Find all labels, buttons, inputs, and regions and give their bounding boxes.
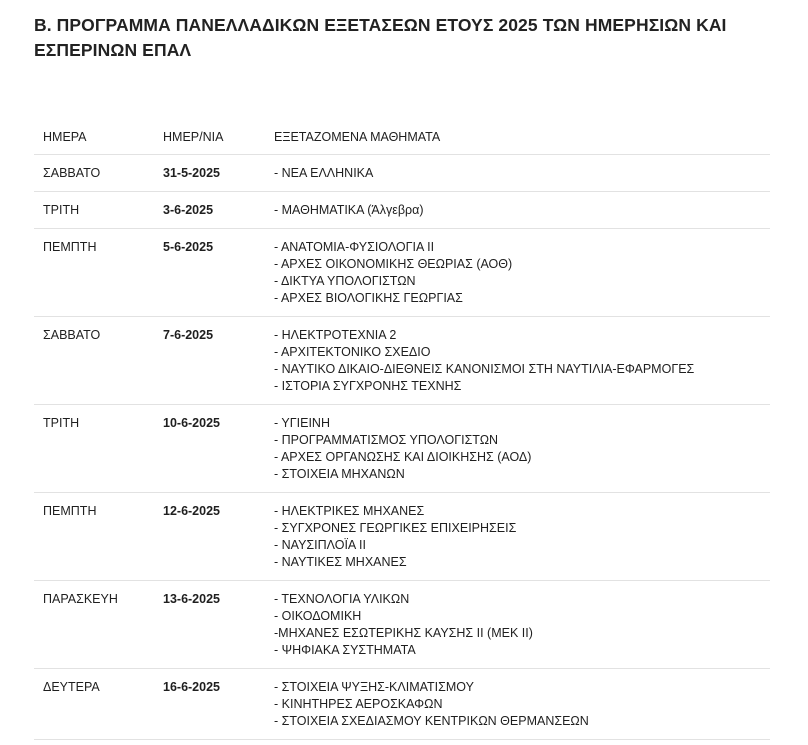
table-row (34, 493, 770, 581)
page-title-line-1: Β. ΠΡΟΓΡΑΜΜΑ ΠΑΝΕΛΛΑΔΙΚΩΝ ΕΞΕΤΑΣΕΩΝ ΕΤΟΥΣ 2025 ΤΩΝ ΗΜΕΡΗΣΙΩΝ ΚΑΙ (34, 15, 727, 35)
row-date: 12-6-2025 (163, 504, 220, 518)
table-row (34, 155, 770, 192)
subject-item: - ΚΙΝΗΤΗΡΕΣ ΑΕΡΟΣΚΑΦΩΝ (274, 697, 443, 711)
subject-item: - ΗΛΕΚΤΡΟΤΕΧΝΙΑ 2 (274, 328, 397, 342)
subject-item: - ΑΡΧΕΣ ΟΙΚΟΝΟΜΙΚΗΣ ΘΕΩΡΙΑΣ (ΑΟΘ) (274, 257, 513, 271)
row-subjects (264, 591, 770, 659)
subject-item: - ΨΗΦΙΑΚΑ ΣΥΣΤΗΜΑΤΑ (274, 643, 416, 657)
table-body (34, 155, 770, 740)
row-day: ΤΡΙΤΗ (43, 416, 80, 430)
row-day: ΣΑΒΒΑΤΟ (43, 328, 101, 342)
subject-item: -ΜΗΧΑΝΕΣ ΕΣΩΤΕΡΙΚΗΣ ΚΑΥΣΗΣ ΙΙ (ΜΕΚ ΙΙ) (274, 626, 533, 640)
subject-item: - ΝΑΥΤΙΚΟ ΔΙΚΑΙΟ-ΔΙΕΘΝΕΙΣ ΚΑΝΟΝΙΣΜΟΙ ΣΤΗ ΝΑΥΤΙΛΙΑ-ΕΦΑΡΜΟΓΕΣ (274, 362, 695, 376)
table-row (34, 192, 770, 229)
row-date: 7-6-2025 (163, 328, 214, 342)
subject-item: - ΣΥΓΧΡΟΝΕΣ ΓΕΩΡΓΙΚΕΣ ΕΠΙΧΕΙΡΗΣΕΙΣ (274, 521, 517, 535)
row-subjects (264, 415, 770, 483)
row-day: ΠΕΜΠΤΗ (43, 240, 97, 254)
subject-item: - ΑΝΑΤΟΜΙΑ-ΦΥΣΙΟΛΟΓΙΑ ΙΙ (274, 240, 435, 254)
table-row (34, 405, 770, 493)
column-header-subjects: ΕΞΕΤΑΖΟΜΕΝΑ ΜΑΘΗΜΑΤΑ (274, 130, 441, 144)
row-subjects (264, 239, 770, 307)
row-date: 3-6-2025 (163, 203, 214, 217)
row-subjects (264, 165, 770, 182)
row-subjects (264, 327, 770, 395)
column-header-day: ΗΜΕΡΑ (43, 130, 87, 144)
row-day: ΔΕΥΤΕΡΑ (43, 680, 100, 694)
subject-item: - ΗΛΕΚΤΡΙΚΕΣ ΜΗΧΑΝΕΣ (274, 504, 425, 518)
subject-item: - ΙΣΤΟΡΙΑ ΣΥΓΧΡΟΝΗΣ ΤΕΧΝΗΣ (274, 379, 462, 393)
column-header-date: ΗΜΕΡ/ΝΙΑ (163, 130, 224, 144)
subject-item: - ΑΡΧΕΣ ΟΡΓΑΝΩΣΗΣ ΚΑΙ ΔΙΟΙΚΗΣΗΣ (ΑΟΔ) (274, 450, 532, 464)
subject-item: - ΣΤΟΙΧΕΙΑ ΣΧΕΔΙΑΣΜΟΥ ΚΕΝΤΡΙΚΩΝ ΘΕΡΜΑΝΣΕΩΝ (274, 714, 589, 728)
row-date: 10-6-2025 (163, 416, 220, 430)
subject-item: - ΝΑΥΤΙΚΕΣ ΜΗΧΑΝΕΣ (274, 555, 407, 569)
subject-item: - ΑΡΧΙΤΕΚΤΟΝΙΚΟ ΣΧΕΔΙΟ (274, 345, 431, 359)
row-date: 5-6-2025 (163, 240, 214, 254)
row-subjects (264, 679, 770, 730)
page-title (34, 13, 774, 63)
table-row (34, 317, 770, 405)
table-row (34, 581, 770, 669)
row-date: 13-6-2025 (163, 592, 220, 606)
row-date: 31-5-2025 (163, 166, 220, 180)
table-row (34, 669, 770, 740)
table-row (34, 229, 770, 317)
subject-item: - ΟΙΚΟΔΟΜΙΚΗ (274, 609, 362, 623)
table-header-row (34, 117, 770, 155)
page-title-line-2: ΕΣΠΕΡΙΝΩΝ ΕΠΑΛ (34, 40, 192, 60)
exam-schedule-table (34, 117, 770, 740)
subject-item: - ΤΕΧΝΟΛΟΓΙΑ ΥΛΙΚΩΝ (274, 592, 410, 606)
row-day: ΠΑΡΑΣΚΕΥΗ (43, 592, 118, 606)
subject-item: - ΔΙΚΤΥΑ ΥΠΟΛΟΓΙΣΤΩΝ (274, 274, 416, 288)
subject-item: - ΥΓΙΕΙΝΗ (274, 416, 330, 430)
subject-item: - ΣΤΟΙΧΕΙΑ ΜΗΧΑΝΩΝ (274, 467, 405, 481)
row-date: 16-6-2025 (163, 680, 220, 694)
subject-item: - ΝΕΑ ΕΛΛΗΝΙΚΑ (274, 166, 374, 180)
row-day: ΤΡΙΤΗ (43, 203, 80, 217)
row-subjects (264, 503, 770, 571)
row-day: ΠΕΜΠΤΗ (43, 504, 97, 518)
row-day: ΣΑΒΒΑΤΟ (43, 166, 101, 180)
row-subjects (264, 202, 770, 219)
subject-item: - ΣΤΟΙΧΕΙΑ ΨΥΞΗΣ-ΚΛΙΜΑΤΙΣΜΟΥ (274, 680, 474, 694)
subject-item: - ΑΡΧΕΣ ΒΙΟΛΟΓΙΚΗΣ ΓΕΩΡΓΙΑΣ (274, 291, 463, 305)
subject-item: - ΠΡΟΓΡΑΜΜΑΤΙΣΜΟΣ ΥΠΟΛΟΓΙΣΤΩΝ (274, 433, 499, 447)
subject-item: - ΝΑΥΣΙΠΛΟΪΑ ΙΙ (274, 538, 366, 552)
subject-item: - ΜΑΘΗΜΑΤΙΚΑ (Άλγεβρα) (274, 203, 424, 217)
